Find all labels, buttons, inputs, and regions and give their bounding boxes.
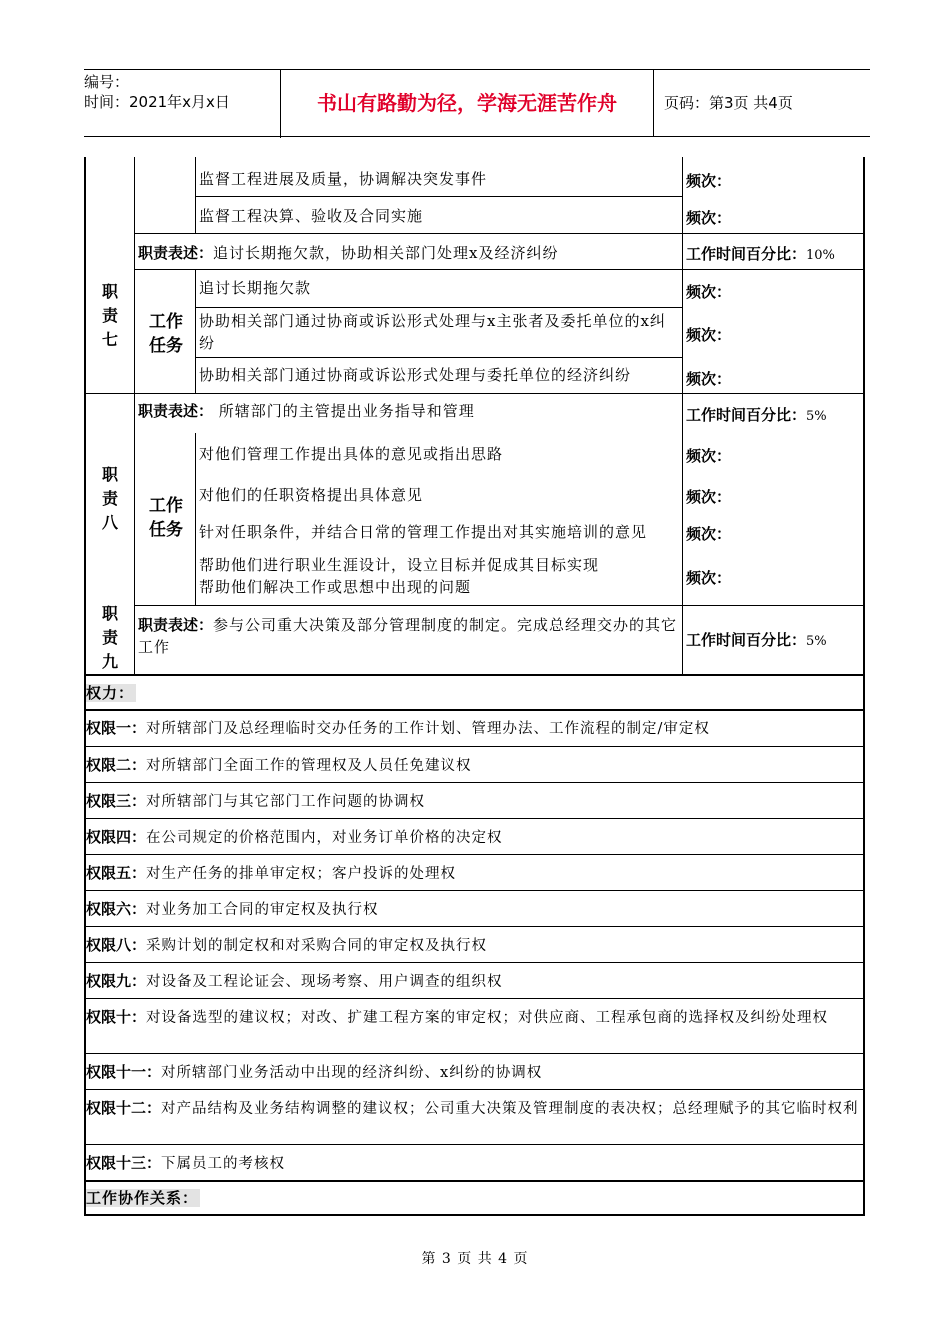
duty-8-description <box>138 400 475 422</box>
authority-item <box>86 863 864 884</box>
authority-item-text: 对业务加工合同的审定权及执行权 <box>146 902 379 918</box>
authority-item-key: 权限十三： <box>86 1154 162 1172</box>
authority-item-key: 权限四： <box>86 828 147 846</box>
cooperation-title: 工作协作关系： <box>86 1189 199 1207</box>
duty-7-description-label: 职责表述： <box>138 244 214 262</box>
header-meta <box>84 70 281 138</box>
duty-8-time-percentage-label: 工作时间百分比： <box>686 406 807 424</box>
authority-item-key: 权限三： <box>86 792 147 810</box>
authority-item <box>86 1062 864 1083</box>
duty-8-task-1: 对他们管理工作提出具体的意见或指出思路 <box>199 445 504 463</box>
header-page-label: 页码：第3页 共4页 <box>664 94 793 112</box>
authority-title-row <box>86 683 864 704</box>
duty-8-task-1-frequency: 频次： <box>686 447 732 465</box>
duty-7-top-task-1-frequency: 频次： <box>686 172 732 190</box>
authority-item-key: 权限八： <box>86 936 147 954</box>
authority-item-text: 对所辖部门全面工作的管理权及人员任免建议权 <box>146 758 472 774</box>
duty-7-top-task-1: 监督工程进展及质量，协调解决突发事件 <box>199 170 488 188</box>
authority-item <box>86 899 864 920</box>
authority-item-text: 对设备及工程论证会、现场考察、用户调查的组织权 <box>146 974 503 990</box>
duty-7-label: 职 责 七 <box>101 282 118 349</box>
authority-title: 权力： <box>86 684 135 702</box>
duty-9-time-percentage <box>686 629 827 650</box>
authority-item-text: 对产品结构及业务结构调整的建议权；公司重大决策及管理制度的表决权；总经理赋予的其它临时权利 <box>161 1101 859 1117</box>
duty-8-description-label: 职责表述： <box>138 402 214 420</box>
duty-8-task-3-frequency: 频次： <box>686 525 732 543</box>
authority-item-text: 下属员工的考核权 <box>161 1156 286 1172</box>
authority-item-key: 权限十一： <box>86 1063 162 1081</box>
duty-7-task-1-frequency: 频次： <box>686 283 732 301</box>
duty-8-task-3: 针对任职条件，并结合日常的管理工作提出对其实施培训的意见 <box>199 523 648 541</box>
duty-8-task-label: 工作 任务 <box>149 496 183 540</box>
duty-9-description-label: 职责表述： <box>138 616 214 634</box>
authority-item-key: 权限六： <box>86 900 147 918</box>
cooperation-title-row <box>86 1188 864 1209</box>
duty-7-top-task-2-frequency: 频次： <box>686 209 732 227</box>
authority-item <box>86 935 864 956</box>
duty-9-time-percentage-value: 5% <box>806 634 827 649</box>
duty-9-label: 职 责 九 <box>101 604 118 671</box>
duty-7-task-3-frequency: 频次： <box>686 370 732 388</box>
authority-item <box>86 971 864 992</box>
authority-item <box>86 1153 864 1174</box>
authority-item <box>86 718 864 739</box>
authority-item <box>86 791 864 812</box>
header-motto: 书山有路勤为径，学海无涯苦作舟 <box>281 70 654 136</box>
duty-8-task-2: 对他们的任职资格提出具体意见 <box>199 486 424 504</box>
duty-7-task-label: 工作 任务 <box>149 312 183 356</box>
document-date-label: 时间：2021年x月x日 <box>84 93 230 111</box>
duty-7-time-percentage-label: 工作时间百分比： <box>686 245 807 263</box>
duty-7-task-3: 协助相关部门通过协商或诉讼形式处理与委托单位的经济纠纷 <box>199 366 632 384</box>
duty-7-description <box>138 242 558 264</box>
duty-9-time-percentage-label: 工作时间百分比： <box>686 631 807 649</box>
duty-9-description-text: 参与公司重大决策及部分管理制度的制定。完成总经理交办的其它工作 <box>138 616 678 656</box>
duty-8-label: 职 责 八 <box>101 465 118 532</box>
duty-7-task-2: 协助相关部门通过协商或诉讼形式处理与x主张者及委托单位的x纠纷 <box>199 312 666 352</box>
authority-item-key: 权限五： <box>86 864 147 882</box>
duty-7-task-1: 追讨长期拖欠款 <box>199 279 312 297</box>
authority-item-key: 权限九： <box>86 972 147 990</box>
authority-item-text: 对设备选型的建议权；对改、扩建工程方案的审定权；对供应商、工程承包商的选择权及纠纷处理权 <box>146 1010 829 1026</box>
authority-item <box>86 827 864 848</box>
duty-9-description <box>138 614 680 658</box>
duty-7-top-task-2: 监督工程决算、验收及合同实施 <box>199 207 424 225</box>
duty-8-task-4-frequency: 频次： <box>686 569 732 587</box>
duty-7-task-2-frequency: 频次： <box>686 326 732 344</box>
authority-item <box>86 1098 864 1119</box>
authority-item-key: 权限一： <box>86 719 147 737</box>
authority-item <box>86 1007 864 1028</box>
authority-item <box>86 755 864 776</box>
page-header <box>84 69 870 137</box>
page-footer: 第 3 页 共 4 页 <box>421 1251 529 1267</box>
authority-item-text: 在公司规定的价格范围内，对业务订单价格的决定权 <box>146 830 503 846</box>
authority-item-text: 对所辖部门及总经理临时交办任务的工作计划、管理办法、工作流程的制定/审定权 <box>146 721 710 737</box>
authority-item-key: 权限十： <box>86 1008 147 1026</box>
duty-8-time-percentage-value: 5% <box>806 409 827 424</box>
authority-item-text: 采购计划的制定权和对采购合同的审定权及执行权 <box>146 938 488 954</box>
authority-item-key: 权限二： <box>86 756 147 774</box>
duty-7-time-percentage-value: 10% <box>806 248 835 263</box>
duty-8-task-4: 帮助他们进行职业生涯设计，设立目标并促成其目标实现 帮助他们解决工作或思想中出现的问题 <box>199 556 600 596</box>
duty-8-description-text: 所辖部门的主管提出业务指导和管理 <box>213 402 475 420</box>
duty-8-task-2-frequency: 频次： <box>686 488 732 506</box>
duty-8-time-percentage <box>686 404 827 425</box>
authority-item-text: 对所辖部门与其它部门工作问题的协调权 <box>146 794 426 810</box>
authority-item-key: 权限十二： <box>86 1099 162 1117</box>
duty-7-description-text: 追讨长期拖欠款，协助相关部门处理x及经济纠纷 <box>213 244 559 262</box>
authority-item-text: 对生产任务的排单审定权；客户投诉的处理权 <box>146 866 457 882</box>
duty-7-time-percentage <box>686 243 835 264</box>
document-number-label: 编号： <box>84 73 130 91</box>
authority-item-text: 对所辖部门业务活动中出现的经济纠纷、x纠纷的协调权 <box>161 1065 543 1081</box>
